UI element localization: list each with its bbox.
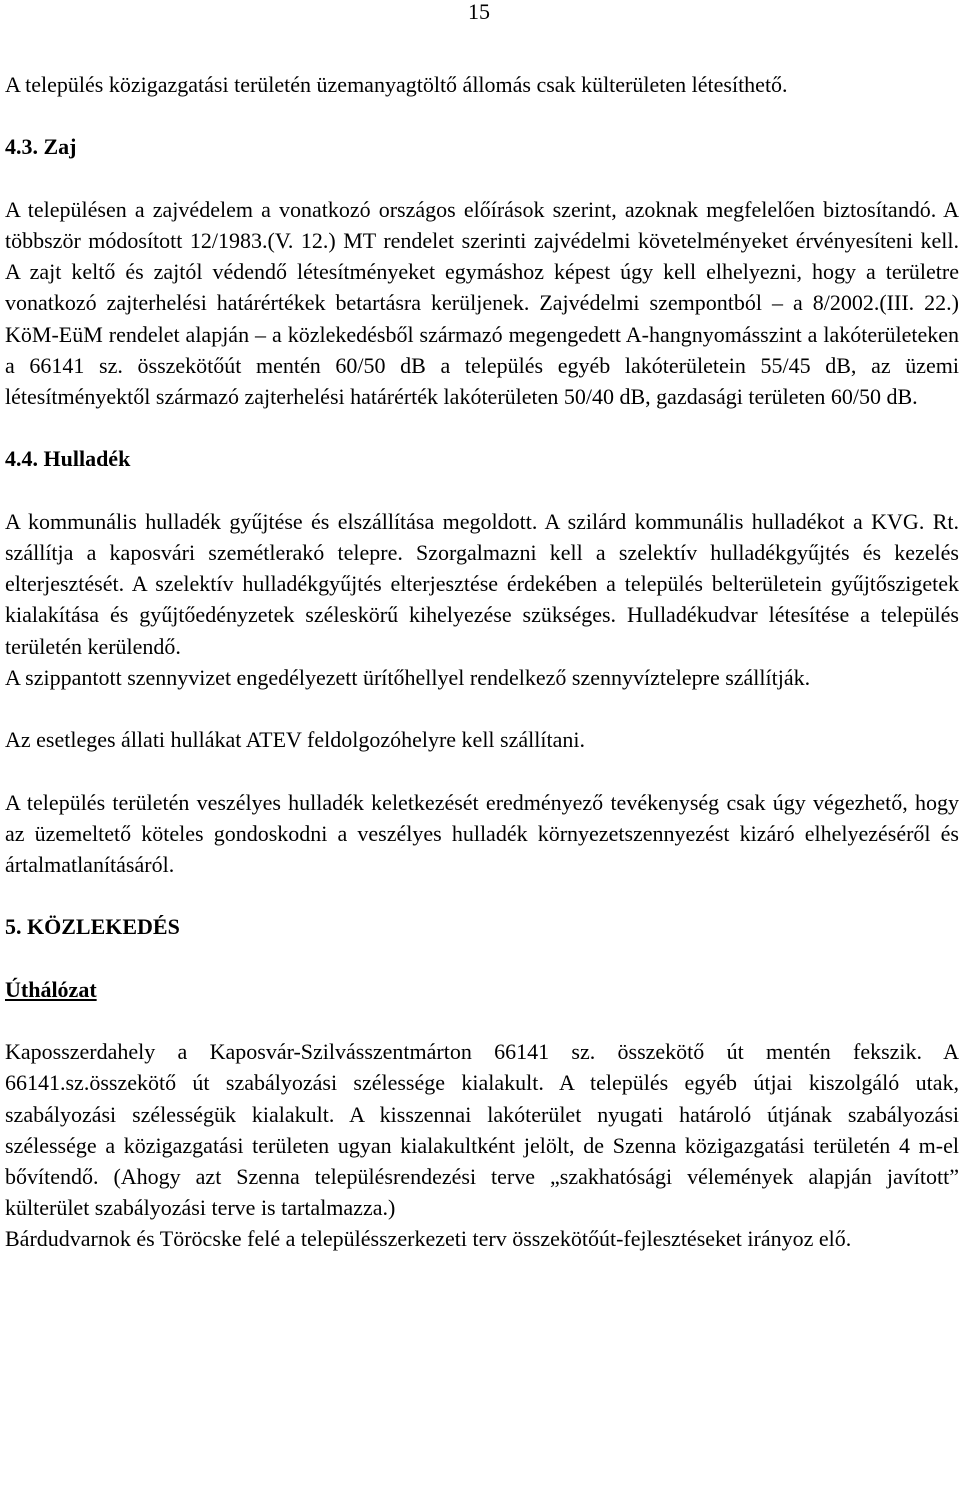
intro-paragraph: A település közigazgatási területén üzemanyagtöltő állomás csak külterületen létesíthető.	[5, 72, 788, 97]
spacer	[5, 475, 959, 506]
spacer	[5, 100, 959, 131]
hulladek-paragraph-4: A település területén veszélyes hulladék keletkezését eredményező tevékenység csak úgy végezhető, hogy az üzemeltető köteles gondoskodni a veszélyes hulladék környezetszennyezést kizáró elhelyezéséről és ártalmatlanításáról.	[5, 789, 959, 877]
hulladek-paragraph-2: A szippantott szennyvizet engedélyezett ürítőhellyel rendelkező szennyvíztelepre szállítják.	[5, 664, 811, 690]
spacer	[5, 943, 959, 974]
kozlekedes-paragraph-2: Bárdudvarnok és Töröcske felé a településszerkezeti terv összekötőút-fejlesztéseket irányoz elő.	[5, 1226, 852, 1252]
spacer	[5, 755, 959, 786]
document-body	[5, 69, 959, 1255]
spacer	[5, 412, 959, 443]
section-heading-kozlekedes: 5. KÖZLEKEDÉS	[5, 914, 180, 940]
kozlekedes-paragraph-1: Kaposszerdahely a Kaposvár-Szilvásszentmárton 66141 sz. összekötő út mentén fekszik. A 66141.sz.összekötő út szabályozási szélessége kialakult. A település egyéb útjai kiszolgáló utak, szabályozási szélességük kialakult. A kisszennai lakóterület nyugati határoló útjának szabályozási szélessége a közigazgatási területen ugyan kialakultként jelölt, de Szenna közigazgatási területén 4 m-el bővítendő. (Ahogy azt Szenna településrendezési terve „szakhatósági vélemények alapján javított” külterület szabályozási terve is tartalmazza.)	[5, 1039, 959, 1221]
hulladek-paragraph-3: Az esetleges állati hullákat ATEV feldolgozóhelyre kell szállítani.	[5, 727, 585, 753]
subheading-uthalozat: Úthálózat	[5, 976, 97, 1002]
hulladek-paragraph-1: A kommunális hulladék gyűjtése és elszállítása megoldott. A szilárd kommunális hulladékot a KVG. Rt. szállítja a kaposvári szemétlerakó telepre. Szorgalmazni kell a szelektív hulladékgyűjtés és kezelés elterjesztését. A szelektív hulladékgyűjtés elterjesztése érdekében a település belterületein gyűjtőszigetek kialakítása és gyűjtőedényzetek széleskörű kihelyezése szükséges. Hulladékudvar létesítése a település területén kerülendő.	[5, 508, 959, 659]
spacer	[5, 1005, 959, 1036]
section-heading-zaj: 4.3. Zaj	[5, 134, 77, 160]
zaj-paragraph: A településen a zajvédelem a vonatkozó országos előírások szerint, azoknak megfelelően biztosítandó. A többször módosított 12/1983.(V. 12.) MT rendelet szerinti zajvédelmi követelményeket érvényesíteni kell. A zajt keltő és zajtól védendő létesítményeket egymáshoz képest úgy kell elhelyezni, hogy a területre vonatkozó zajterhelési határértékek betartásra kerüljenek. Zajvédelmi szempontból – a 8/2002.(III. 22.) KöM-EüM rendelet alapján – a közlekedésből származó megengedett A-hangnyomásszint a lakóterületeken a 66141 sz. összekötőút mentén 60/50 dB a település egyéb lakóterületein 55/45 dB, az üzemi létesítményektől származó zajterhelési határérték lakóterületen 50/40 dB, gazdasági területen 60/50 dB.	[5, 196, 959, 409]
spacer	[5, 880, 959, 911]
spacer	[5, 693, 959, 724]
spacer	[5, 163, 959, 194]
page-number: 15	[468, 0, 490, 24]
section-heading-hulladek: 4.4. Hulladék	[5, 446, 131, 472]
